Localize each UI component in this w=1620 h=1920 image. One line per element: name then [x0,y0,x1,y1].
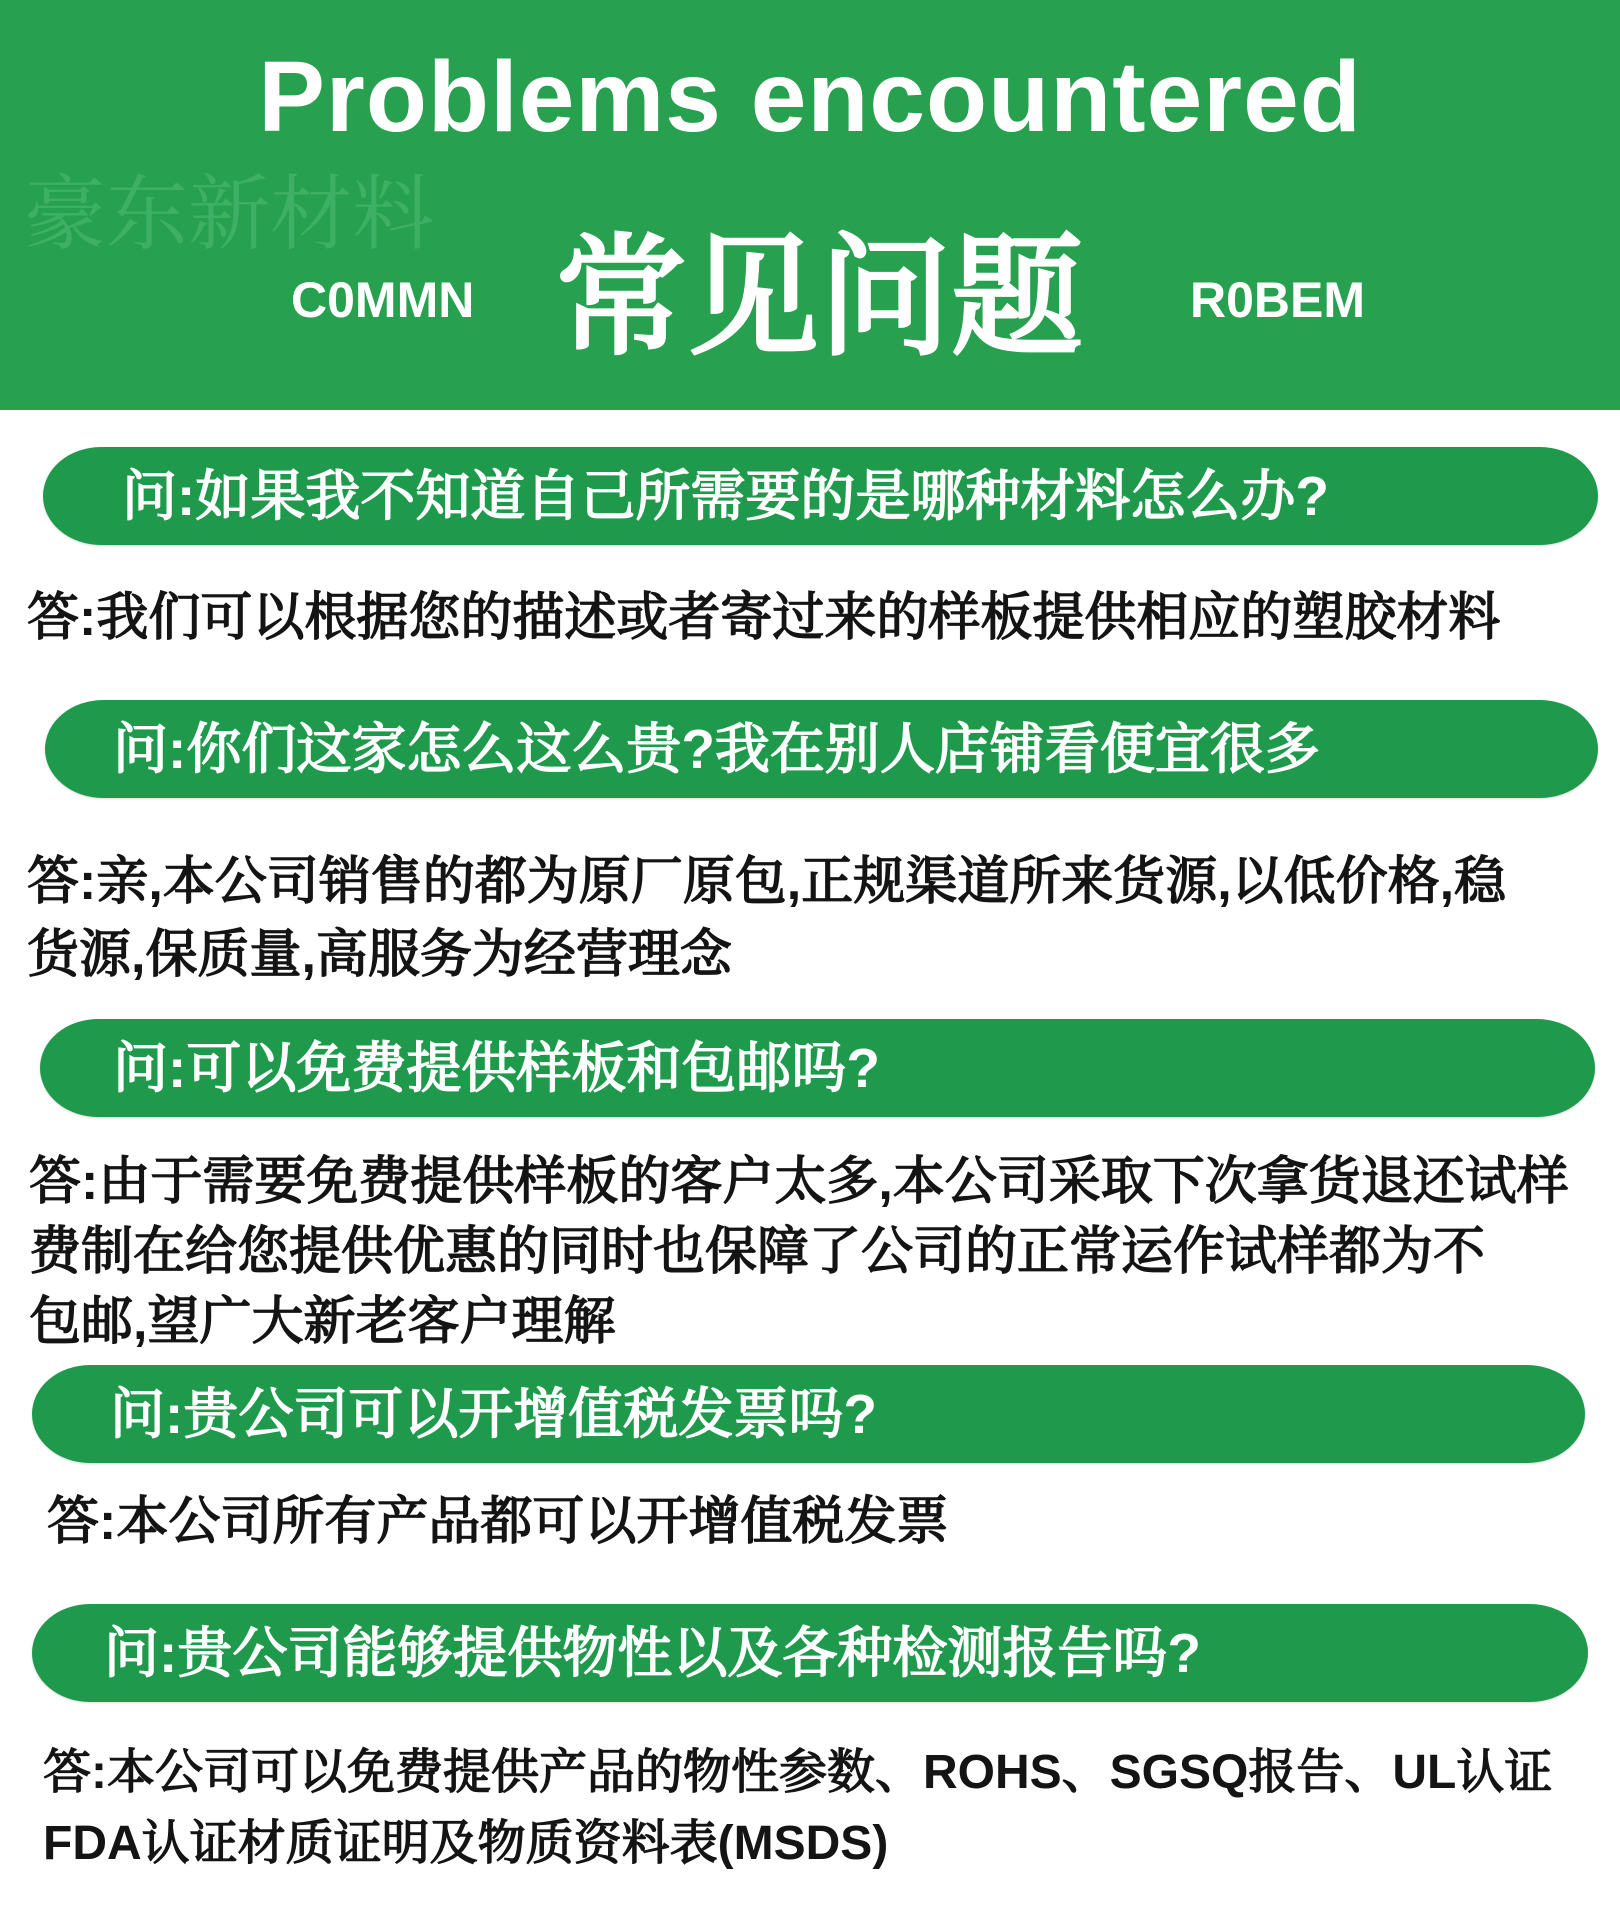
answer-block-5 [43,1737,1552,1879]
answer-line: 答:亲,本公司销售的都为原厂原包,正规渠道所来货源,以低价格,稳 [27,853,1507,911]
answer-line: 答:本公司可以免费提供产品的物性参数、ROHS、SGSQ报告、UL认证 [43,1746,1553,1799]
answer-line: 答:由于需要免费提供样板的客户太多,本公司采取下次拿货退还试样 [29,1153,1569,1211]
question-text: 问:贵公司能够提供物性以及各种检测报告吗? [104,1622,1201,1684]
brand-watermark: 豪东新材料 [24,167,435,262]
left-tag: C0MMN [291,272,475,328]
question-text: 问:如果我不知道自己所需要的是哪种材料怎么办? [122,465,1329,527]
question-bar-2 [45,700,1598,798]
question-bar-5 [32,1604,1588,1702]
header-banner [0,0,1620,410]
answer-line: 费制在给您提供优惠的同时也保障了公司的正常运作试样都为不 [29,1223,1486,1281]
question-text: 问:可以免费提供样板和包邮吗? [113,1037,880,1099]
answer-line: 答:我们可以根据您的描述或者寄过来的样板提供相应的塑胶材料 [27,589,1501,647]
question-bar-1 [43,447,1598,545]
right-tag: R0BEM [1190,272,1366,328]
answer-block-1 [27,582,1500,654]
question-text: 问:你们这家怎么这么贵?我在别人店铺看便宜很多 [113,718,1320,780]
answer-block-3 [29,1147,1569,1357]
chinese-title: 常见问题 [555,221,1083,375]
answer-block-2 [27,846,1506,992]
english-title: Problems encountered [258,41,1362,153]
question-bar-3 [40,1019,1595,1117]
answer-line: FDA认证材质证明及物质资料表(MSDS) [43,1817,889,1870]
answer-line: 包邮,望广大新老客户理解 [29,1293,616,1351]
answer-line: 答:本公司所有产品都可以开增值税发票 [47,1493,949,1551]
question-text: 问:贵公司可以开增值税发票吗? [110,1383,877,1445]
answer-line: 货源,保质量,高服务为经营理念 [27,926,732,984]
question-bar-4 [32,1365,1585,1463]
answer-block-4 [47,1486,948,1558]
